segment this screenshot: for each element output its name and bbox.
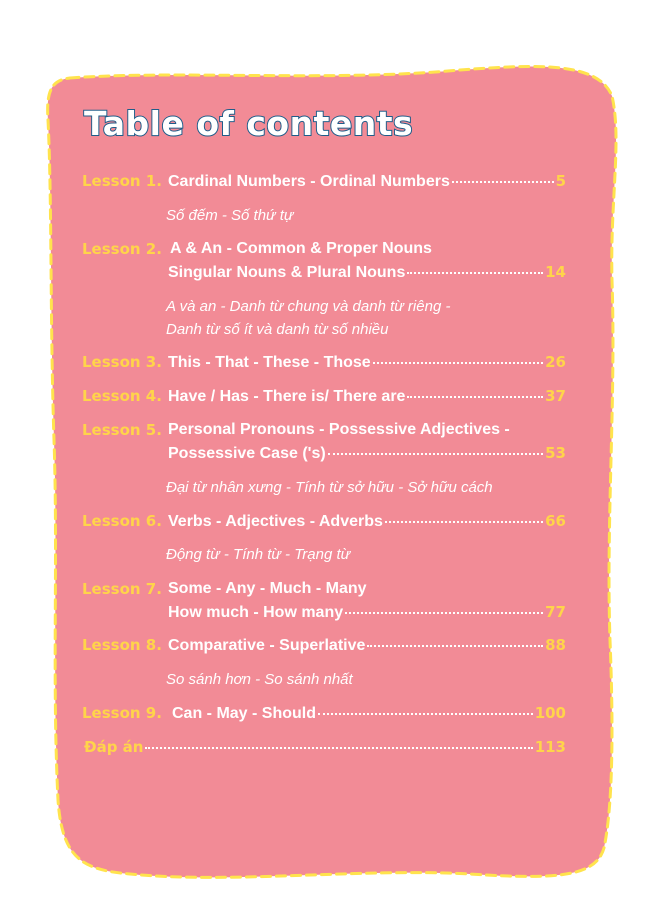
answers-label: Đáp án <box>84 738 144 756</box>
lesson-1-title: Cardinal Numbers - Ordinal Numbers <box>168 173 450 190</box>
lesson-5-subtitle: Đại từ nhân xưng - Tính từ sở hữu - Sở hữu cách <box>166 479 493 496</box>
lesson-6-entry[interactable] <box>168 512 566 531</box>
leader-dots <box>345 612 543 614</box>
lesson-9-title: Can - May - Should <box>172 705 316 722</box>
leader-dots <box>385 521 543 523</box>
leader-dots <box>407 272 543 274</box>
page-title: Table of contents <box>84 104 414 143</box>
lesson-6-label: Lesson 6. <box>82 512 162 530</box>
lesson-8-title: Comparative - Superlative <box>168 637 366 654</box>
lesson-8-entry[interactable] <box>168 636 566 655</box>
lesson-2-title-line1: A & An - Common & Proper Nouns <box>170 240 432 257</box>
lesson-4-title: Have / Has - There is/ There are <box>168 388 406 405</box>
answers-page: 113 <box>534 738 566 756</box>
lesson-1-page: 5 <box>555 172 566 190</box>
leader-dots <box>318 713 533 715</box>
lesson-7-title-line2: How much - How many <box>168 604 344 621</box>
lesson-2-subtitle-line1: A và an - Danh từ chung và danh từ riêng - <box>166 298 451 315</box>
lesson-9-label: Lesson 9. <box>82 704 162 722</box>
lesson-8-page: 88 <box>545 636 566 654</box>
lesson-7-title-line1: Some - Any - Much - Many <box>168 580 367 597</box>
lesson-7-label: Lesson 7. <box>82 580 162 598</box>
lesson-5-title-line1: Personal Pronouns - Possessive Adjectives - <box>168 421 510 438</box>
lesson-2-entry[interactable] <box>168 263 566 282</box>
leader-dots <box>367 645 543 647</box>
leader-dots <box>373 362 543 364</box>
answers-entry[interactable] <box>84 738 566 756</box>
lesson-1-label: Lesson 1. <box>82 172 162 190</box>
lesson-1-entry[interactable] <box>168 172 566 191</box>
lesson-2-title-line2: Singular Nouns & Plural Nouns <box>168 264 406 281</box>
lesson-2-page: 14 <box>545 263 566 281</box>
lesson-3-label: Lesson 3. <box>82 353 162 371</box>
leader-dots <box>452 181 554 183</box>
lesson-5-page: 53 <box>545 444 566 462</box>
lesson-5-label: Lesson 5. <box>82 421 162 439</box>
lesson-4-entry[interactable] <box>168 387 566 406</box>
lesson-6-page: 66 <box>545 512 566 530</box>
lesson-2-subtitle-line2: Danh từ số ít và danh từ số nhiều <box>166 321 389 338</box>
lesson-2-label: Lesson 2. <box>82 240 162 258</box>
lesson-6-title: Verbs - Adjectives - Adverbs <box>168 513 383 530</box>
lesson-6-subtitle: Động từ - Tính từ - Trạng từ <box>166 546 351 563</box>
leader-dots <box>328 453 543 455</box>
lesson-9-entry[interactable] <box>172 704 566 723</box>
lesson-8-label: Lesson 8. <box>82 636 162 654</box>
lesson-4-page: 37 <box>545 387 566 405</box>
lesson-5-title-line2: Possessive Case ('s) <box>168 445 326 462</box>
lesson-5-entry[interactable] <box>168 444 566 463</box>
leader-dots <box>407 396 543 398</box>
lesson-1-subtitle: Số đếm - Số thứ tự <box>166 207 294 224</box>
lesson-9-page: 100 <box>534 704 566 722</box>
lesson-7-entry[interactable] <box>168 603 566 622</box>
lesson-3-page: 26 <box>545 353 566 371</box>
lesson-3-entry[interactable] <box>168 353 566 372</box>
lesson-7-page: 77 <box>545 603 566 621</box>
lesson-4-label: Lesson 4. <box>82 387 162 405</box>
lesson-8-subtitle: So sánh hơn - So sánh nhất <box>166 671 353 688</box>
lesson-3-title: This - That - These - Those <box>168 354 371 371</box>
leader-dots <box>145 747 532 749</box>
